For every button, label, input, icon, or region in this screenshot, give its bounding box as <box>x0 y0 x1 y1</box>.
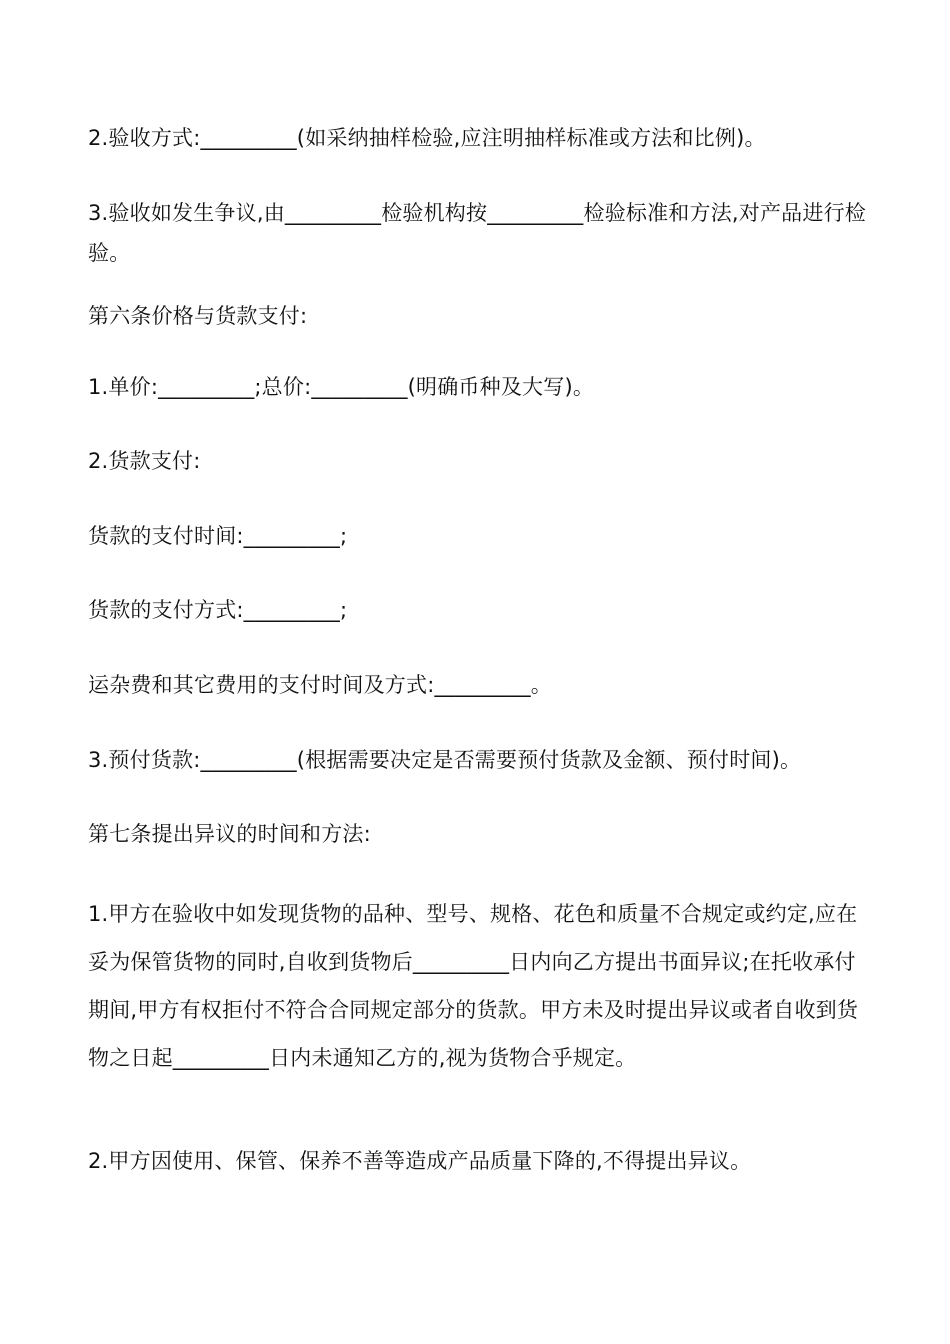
paragraph-payment: 2.货款支付: <box>88 449 201 473</box>
paragraph-no-objection: 2.甲方因使用、保管、保养不善等造成产品质量下降的,不得提出异议。 <box>88 1149 752 1173</box>
heading-article-six: 第六条价格与货款支付: <box>88 304 308 328</box>
paragraph-objection-timing: 1.甲方在验收中如发现货物的品种、型号、规格、花色和质量不合规定或约定,应在妥为保管货物的同时,自收到货物后_________日内向乙方提出书面异议;在托收承付期间,甲方有权拒付不符合合同规定部分的货款。甲方未及时提出异议或者自收到货物之日起_________日内未通知乙方的,视为货物合乎规定。 <box>88 902 859 1070</box>
paragraph-inspection-dispute: 3.验收如发生争议,由_________检验机构按_________检验标准和方法,对产品进行检验。 <box>88 201 866 265</box>
paragraph-prepayment: 3.预付货款:_________(根据需要决定是否需要预付货款及金额、预付时间)。 <box>88 748 802 772</box>
paragraph-payment-time: 货款的支付时间:_________; <box>88 524 348 548</box>
paragraph-freight-payment: 运杂费和其它费用的支付时间及方式:_________。 <box>88 673 552 697</box>
paragraph-unit-price: 1.单价:_________;总价:_________(明确币种及大写)。 <box>88 375 595 399</box>
paragraph-inspection-method: 2.验收方式:_________(如采纳抽样检验,应注明抽样标准或方法和比例)。 <box>88 126 766 150</box>
heading-article-seven: 第七条提出异议的时间和方法: <box>88 822 371 846</box>
paragraph-payment-method: 货款的支付方式:_________; <box>88 598 348 622</box>
